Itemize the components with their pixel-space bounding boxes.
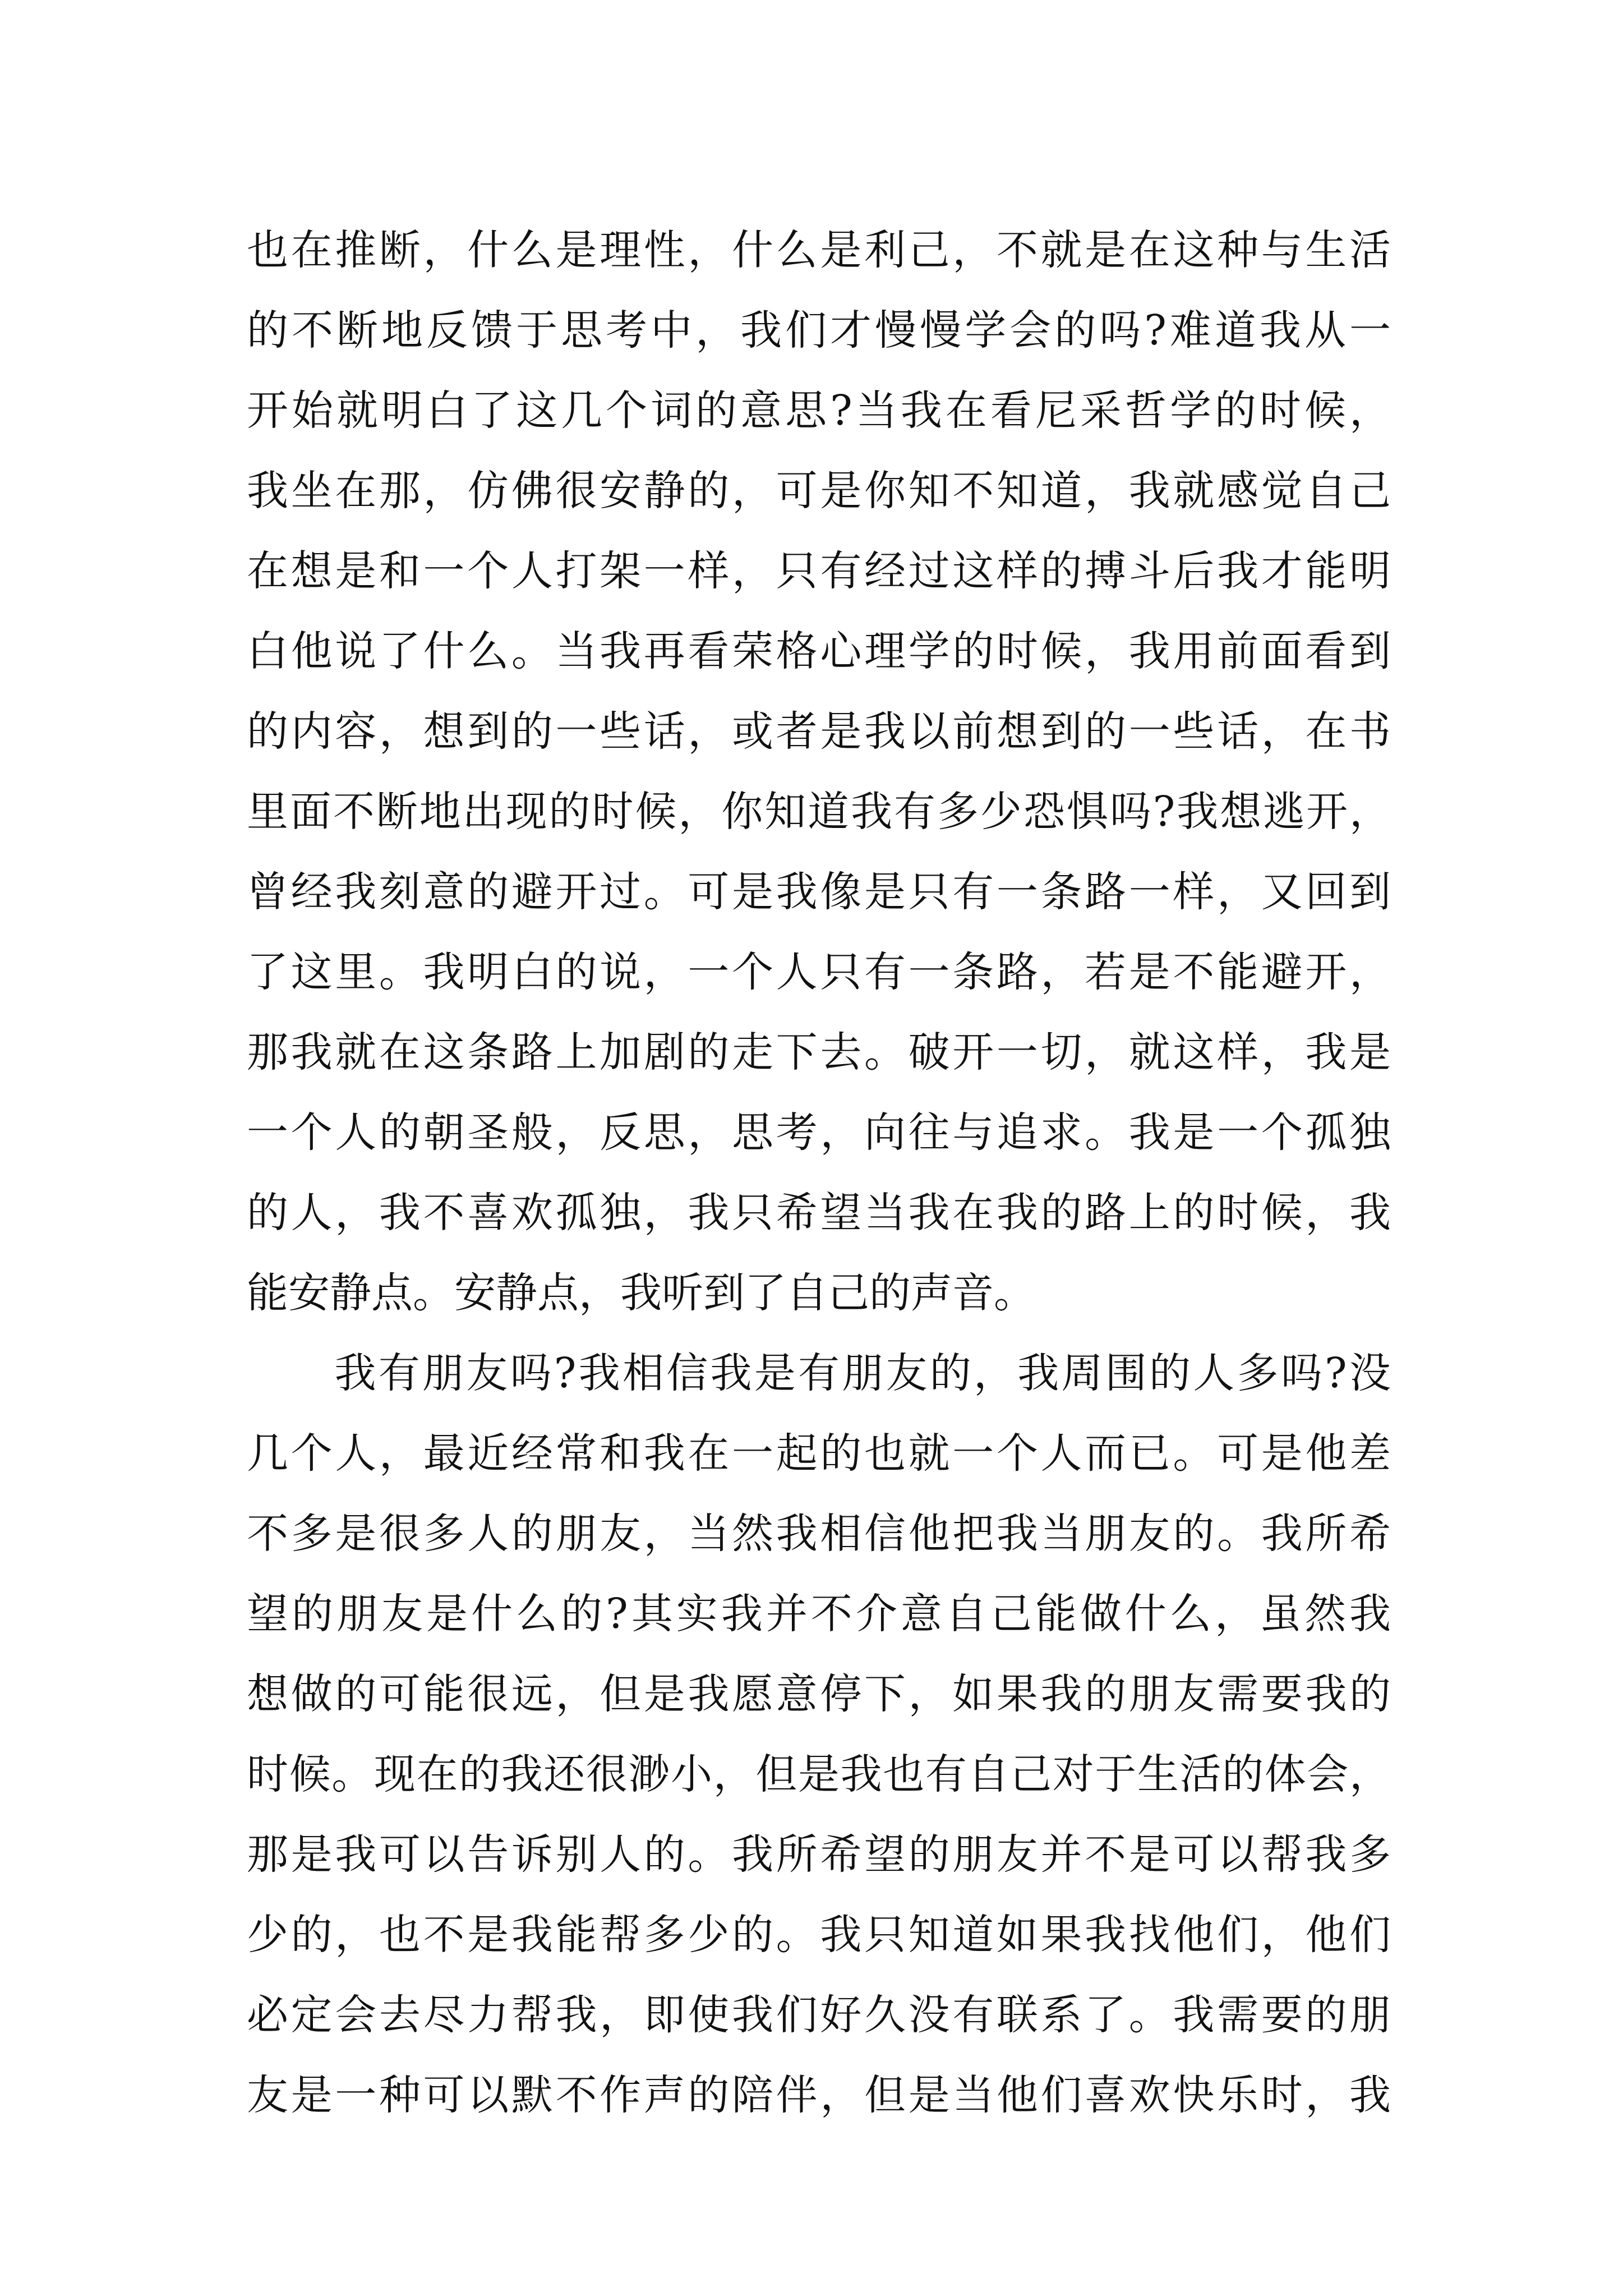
text-line: 一个人的朝圣般，反思，思考，向往与追求。我是一个孤独 [247, 1108, 1391, 1157]
text-line: 我有朋友吗?我相信我是有朋友的，我周围的人多吗?没 [247, 1349, 1391, 1397]
text-line: 在想是和一个人打架一样，只有经过这样的搏斗后我才能明 [247, 547, 1391, 595]
text-line: 那我就在这条路上加剧的走下去。破开一切，就这样，我是 [247, 1028, 1391, 1076]
text-line: 的内容，想到的一些话，或者是我以前想到的一些话，在书 [247, 707, 1391, 756]
text-line: 能安静点。安静点，我听到了自己的声音。 [247, 1269, 1035, 1317]
text-line: 那是我可以告诉别人的。我所希望的朋友并不是可以帮我多 [247, 1830, 1391, 1879]
text-line: 想做的可能很远，但是我愿意停下，如果我的朋友需要我的 [247, 1670, 1391, 1718]
paragraph-1 [247, 210, 1391, 1333]
text-line: 白他说了什么。当我再看荣格心理学的时候，我用前面看到 [247, 627, 1391, 675]
body-text [247, 210, 1391, 2136]
text-line: 了这里。我明白的说，一个人只有一条路，若是不能避开， [247, 948, 1391, 996]
text-line: 不多是很多人的朋友，当然我相信他把我当朋友的。我所希 [247, 1510, 1391, 1558]
text-line: 必定会去尽力帮我，即使我们好久没有联系了。我需要的朋 [247, 1991, 1391, 2039]
text-line: 几个人，最近经常和我在一起的也就一个人而已。可是他差 [247, 1429, 1391, 1478]
text-line: 友是一种可以默不作声的陪伴，但是当他们喜欢快乐时，我 [247, 2071, 1391, 2119]
text-line: 里面不断地出现的时候，你知道我有多少恐惧吗?我想逃开， [247, 788, 1391, 836]
text-line: 时候。现在的我还很渺小，但是我也有自己对于生活的体会， [247, 1750, 1391, 1798]
text-line: 的不断地反馈于思考中，我们才慢慢学会的吗?难道我从一 [247, 306, 1391, 355]
paragraph-2 [247, 1333, 1391, 2136]
text-line: 望的朋友是什么的?其实我并不介意自己能做什么，虽然我 [247, 1590, 1391, 1638]
text-line: 开始就明白了这几个词的意思?当我在看尼采哲学的时候， [247, 386, 1391, 435]
text-line: 的人，我不喜欢孤独，我只希望当我在我的路上的时候，我 [247, 1189, 1391, 1237]
text-line: 也在推断，什么是理性，什么是利己，不就是在这种与生活 [247, 226, 1391, 274]
text-line: 少的，也不是我能帮多少的。我只知道如果我找他们，他们 [247, 1911, 1391, 1959]
text-line: 曾经我刻意的避开过。可是我像是只有一条路一样，又回到 [247, 868, 1391, 916]
text-line: 我坐在那，仿佛很安静的，可是你知不知道，我就感觉自己 [247, 467, 1391, 515]
